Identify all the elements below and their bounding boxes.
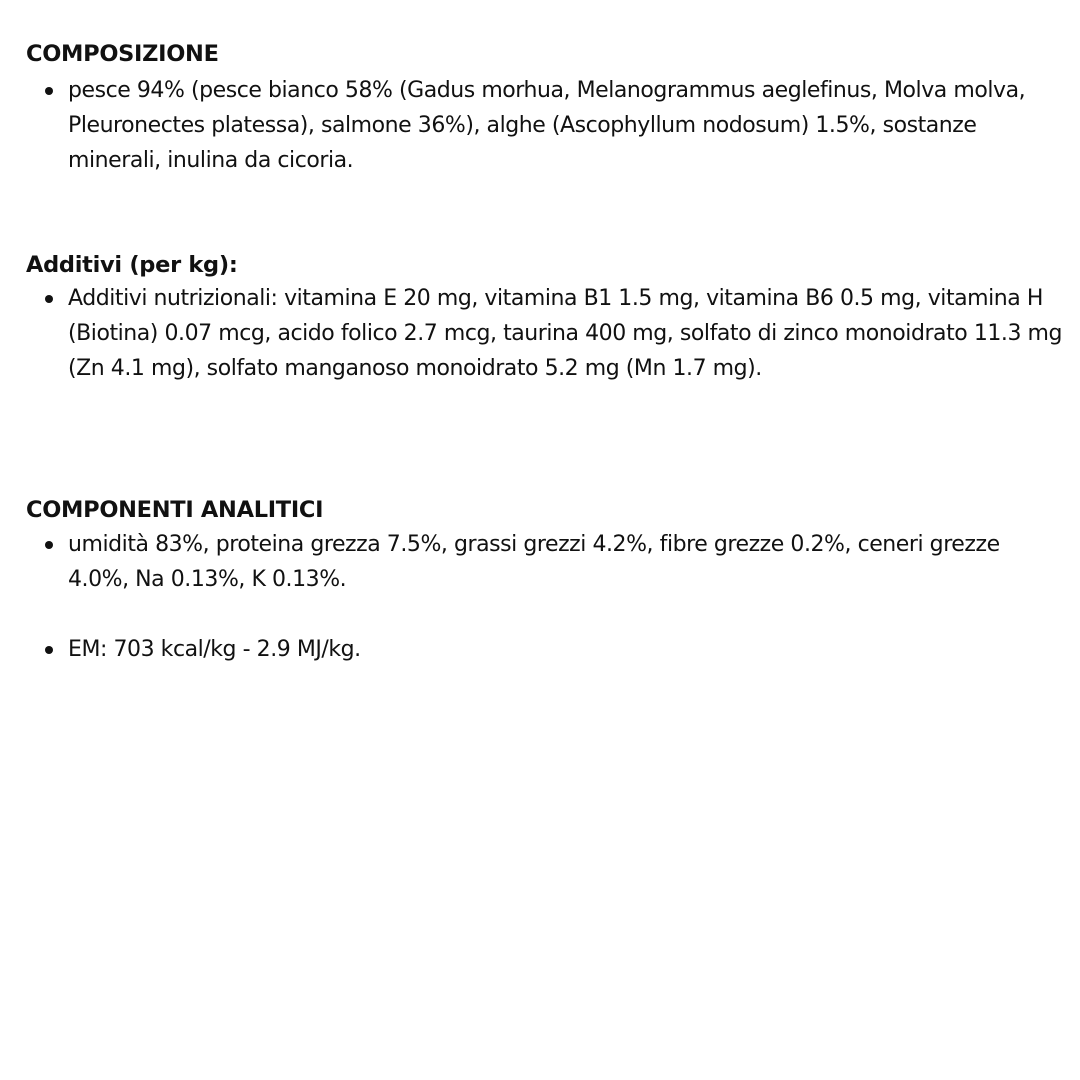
componenti-heading: COMPONENTI ANALITICI: [26, 497, 324, 523]
bullet-icon: [45, 541, 53, 549]
componenti-list: [26, 527, 1066, 667]
bullet-icon: [45, 646, 53, 654]
list-item: [26, 632, 1066, 667]
list-item: [26, 73, 1066, 178]
list-item-text: umidità 83%, proteina grezza 7.5%, grassi grezzi 4.2%, fibre grezze 0.2%, ceneri grezze 4.0%, Na 0.13%, K 0.13%.: [68, 532, 1000, 592]
composizione-heading: COMPOSIZIONE: [26, 41, 219, 67]
bullet-icon: [45, 295, 53, 303]
composizione-section: [26, 39, 1066, 178]
componenti-section: [26, 495, 1066, 667]
list-item-text: EM: 703 kcal/kg - 2.9 MJ/kg.: [68, 637, 361, 662]
additivi-section: [26, 250, 1066, 386]
list-item: [26, 281, 1066, 386]
list-item-text: pesce 94% (pesce bianco 58% (Gadus morhua, Melanogrammus aeglefinus, Molva molva, Pleuronectes platessa), salmone 36%), alghe (Ascophyllum nodosum) 1.5%, sostanze minerali, inulina da cicoria.: [68, 78, 1026, 173]
additivi-heading: Additivi (per kg):: [26, 252, 238, 278]
list-item: [26, 527, 1066, 597]
bullet-icon: [45, 87, 53, 95]
composizione-list: [26, 73, 1066, 178]
list-item-text: Additivi nutrizionali: vitamina E 20 mg, vitamina B1 1.5 mg, vitamina B6 0.5 mg, vitamina H (Biotina) 0.07 mcg, acido folico 2.7 mcg, taurina 400 mg, solfato di zinco monoidrato 11.3 mg (Zn 4.1 mg), solfato manganoso monoidrato 5.2 mg (Mn 1.7 mg).: [68, 286, 1063, 381]
additivi-list: [26, 281, 1066, 386]
